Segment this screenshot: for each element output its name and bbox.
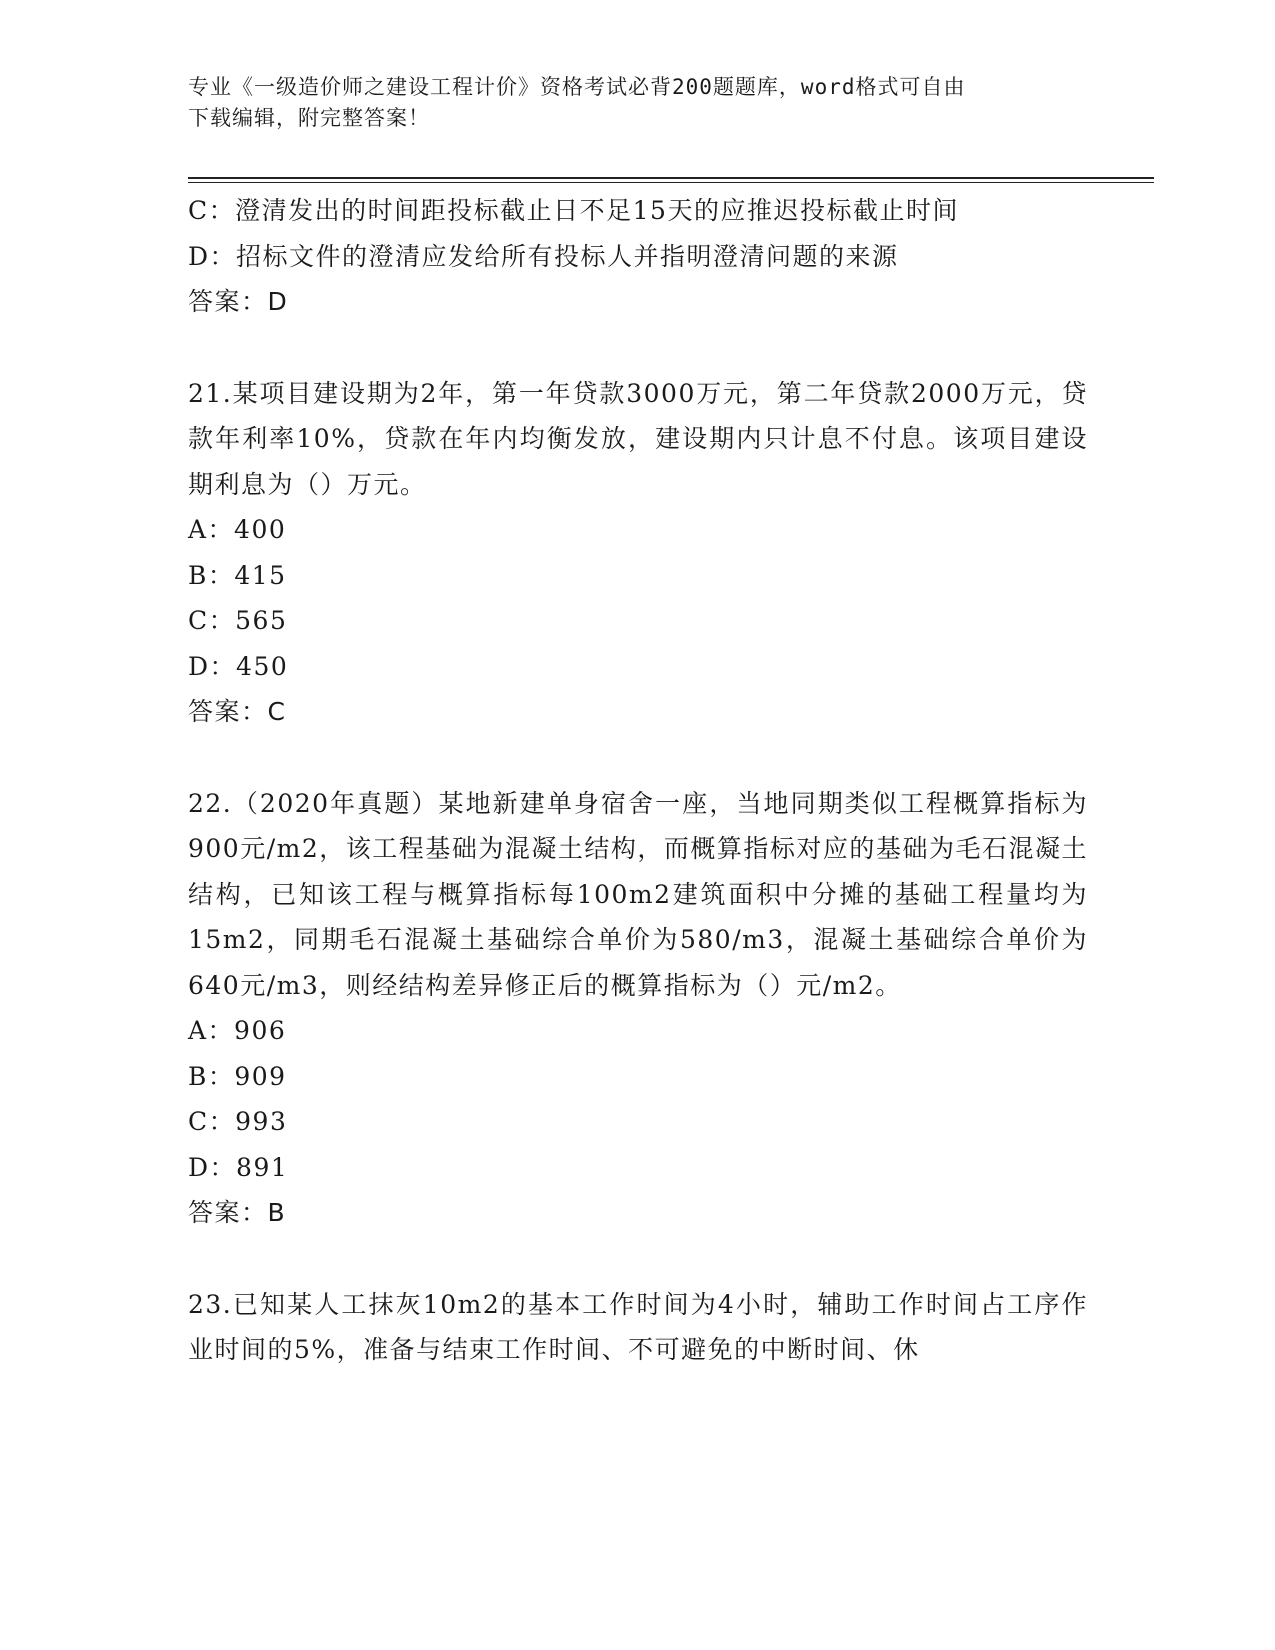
document-header xyxy=(188,72,1088,134)
spacer xyxy=(188,325,1088,371)
option-c: C：澄清发出的时间距投标截止日不足15天的应推迟投标截止时间 xyxy=(188,196,959,225)
option-d: D：891 xyxy=(188,1152,289,1182)
answer: 答案：C xyxy=(188,697,287,726)
question-stem: 22.（2020年真题）某地新建单身宿舍一座，当地同期类似工程概算指标为900元/m2，该工程基础为混凝土结构，而概算指标对应的基础为毛石混凝土结构，已知该工程与概算指标每100m2建筑面积中分摊的基础工程量均为15m2，同期毛石混凝土基础综合单价为580/m3，混凝土基础综合单价为640元/m3，则经结构差异修正后的概算指标为（）元/m2。 xyxy=(188,788,1088,1000)
option-d: D：招标文件的澄清应发给所有投标人并指明澄清问题的来源 xyxy=(188,241,899,271)
question-list xyxy=(188,188,1088,1373)
question-stem: 23.已知某人工抹灰10m2的基本工作时间为4小时，辅助工作时间占工序作业时间的5%，准备与结束工作时间、不可避免的中断时间、休 xyxy=(188,1289,1088,1364)
spacer xyxy=(188,1236,1088,1282)
question-22 xyxy=(188,781,1088,1236)
header-line-1: 专业《一级造价师之建设工程计价》资格考试必背200题题库，word格式可自由 xyxy=(188,75,966,99)
option-c: C：565 xyxy=(188,606,288,635)
answer: 答案：D xyxy=(188,287,289,316)
header-divider-thick xyxy=(188,177,1154,179)
option-a: A：400 xyxy=(188,515,287,544)
header-line-2: 下载编辑，附完整答案！ xyxy=(188,106,430,130)
question-20-tail xyxy=(188,188,1088,325)
question-stem: 21.某项目建设期为2年，第一年贷款3000万元，第二年贷款2000万元，贷款年利率10%，贷款在年内均衡发放，建设期内只计息不付息。该项目建设期利息为（）万元。 xyxy=(188,378,1088,499)
option-b: B：415 xyxy=(188,560,287,590)
header-divider-thin xyxy=(188,182,1154,183)
option-d: D：450 xyxy=(188,651,289,681)
spacer xyxy=(188,735,1088,781)
option-c: C：993 xyxy=(188,1107,288,1136)
question-23 xyxy=(188,1282,1088,1373)
question-21 xyxy=(188,371,1088,735)
option-a: A：906 xyxy=(188,1016,287,1045)
answer: 答案：B xyxy=(188,1198,287,1227)
option-b: B：909 xyxy=(188,1061,287,1091)
